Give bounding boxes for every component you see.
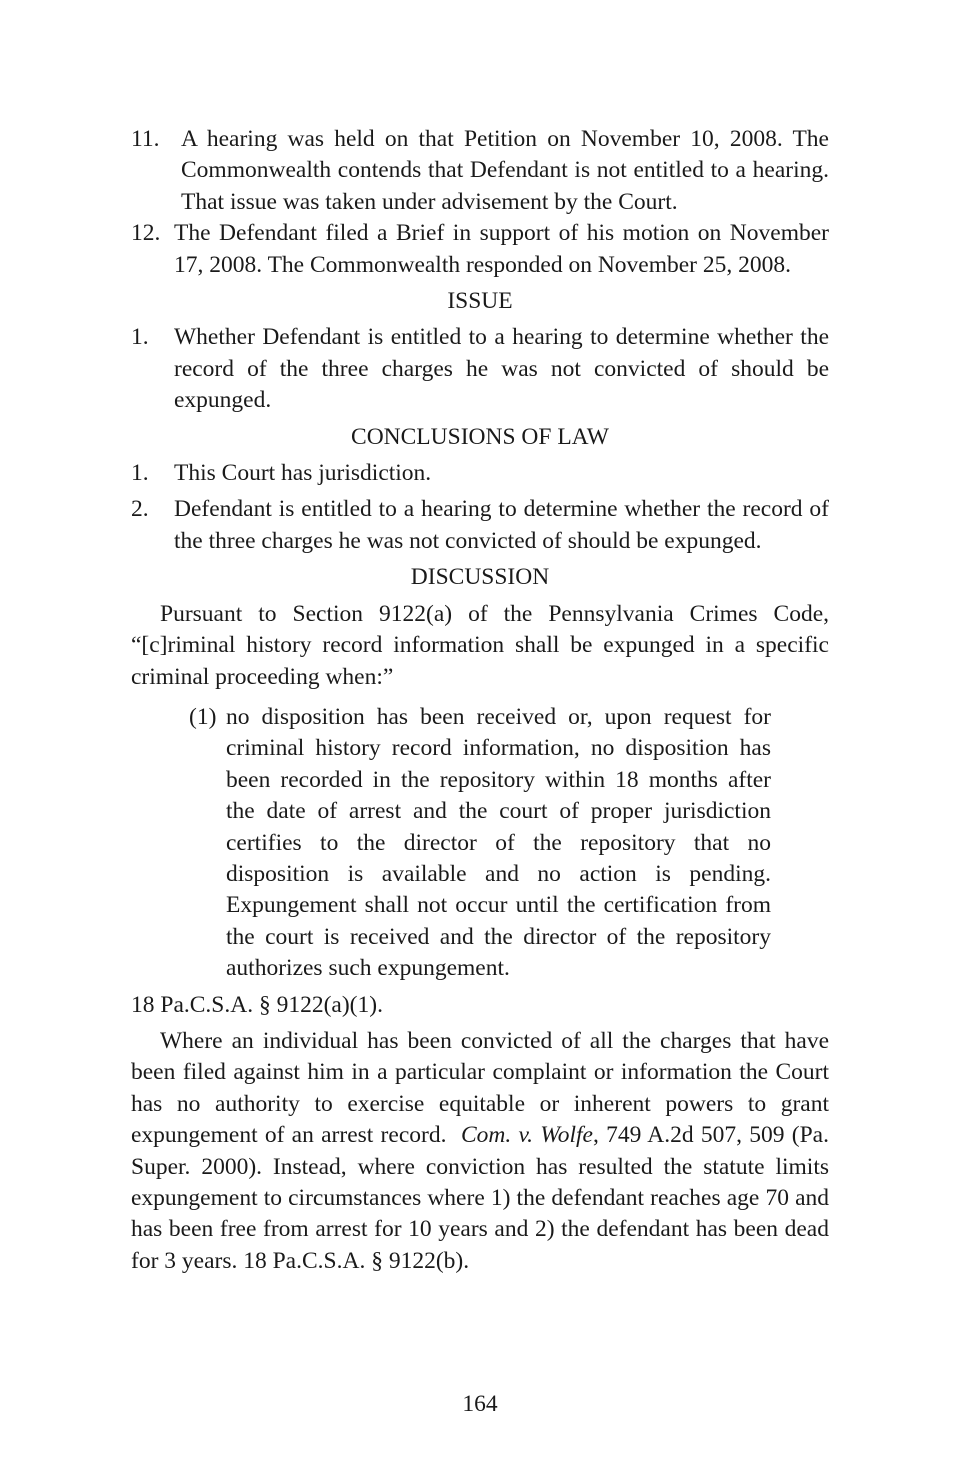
conclusions-heading: CONCLUSIONS OF LAW [351, 423, 609, 450]
issue-number: 1. [131, 324, 149, 351]
conclusion-text: This Court has jurisdiction. [174, 460, 432, 487]
finding-number: 11. [131, 126, 160, 152]
finding-text: A hearing was held on that Petition on November 10, 2008. The Commonwealth contends that Defendant is not entitled to a hearing. That issue was taken under advisement by the Court. [181, 126, 829, 215]
conclusion-number: 1. [131, 460, 149, 487]
issue-heading: ISSUE [447, 288, 513, 315]
quote-text: no disposition has been received or, upon request for criminal history record information, no disposition has been recorded in the repository within 18 months after the date of arrest and the court of proper jurisdiction certifies to the director of the repository that no disposition is available and no action is pending. Expungement shall not occur until the certification from the court is received and the director of the repository authorizes such expungement. [226, 703, 771, 982]
paragraph-text-part-2: , 749 A.2d 507, 509 (Pa. Super. 2000). Instead, where conviction has resulted the statute limits expungement to circumstances where 1) the defendant reaches age 70 and has been free from arrest for 10 years and 2) the defendant has been dead for 3 years. 18 Pa.C.S.A. § 9122(b). [131, 1122, 829, 1274]
issue-item-1 [131, 322, 829, 416]
document-page [131, 124, 829, 1277]
paragraph-text-part-1: Where an individual has been convicted of all the charges that have been filed against him in a particular complaint or information the Court has no authority to exercise equitable or inherent powers to grant expungement of an arrest record. [131, 1027, 829, 1149]
case-name: Com. v. Wolfe [460, 1122, 593, 1149]
finding-11 [131, 124, 829, 218]
conclusion-item-2 [131, 494, 829, 557]
issue-text: Whether Defendant is entitled to a hearing to determine whether the record of the three charges he was not convicted of should be expunged. [174, 324, 829, 414]
discussion-heading: DISCUSSION [410, 564, 550, 591]
finding-text: The Defendant filed a Brief in support of his motion on November 17, 2008. The Commonwealth responded on November 25, 2008. [174, 220, 829, 278]
statute-quote [189, 702, 771, 985]
statute-citation: 18 Pa.C.S.A. § 9122(a)(1). [131, 991, 383, 1018]
quote-number: (1) [189, 703, 217, 730]
conclusion-item-1 [131, 458, 829, 489]
discussion-intro-paragraph: Pursuant to Section 9122(a) of the Pennsylvania Crimes Code, “[c]riminal history record information shall be expunged in a specific criminal proceeding when:” [131, 600, 829, 690]
page-number: 164 [462, 1391, 498, 1417]
discussion-paragraph [131, 1026, 829, 1277]
finding-12 [131, 218, 829, 281]
finding-number: 12. [131, 220, 161, 247]
conclusion-number: 2. [131, 496, 149, 523]
conclusion-text: Defendant is entitled to a hearing to determine whether the record of the three charges he was not convicted of should be expunged. [174, 496, 829, 554]
